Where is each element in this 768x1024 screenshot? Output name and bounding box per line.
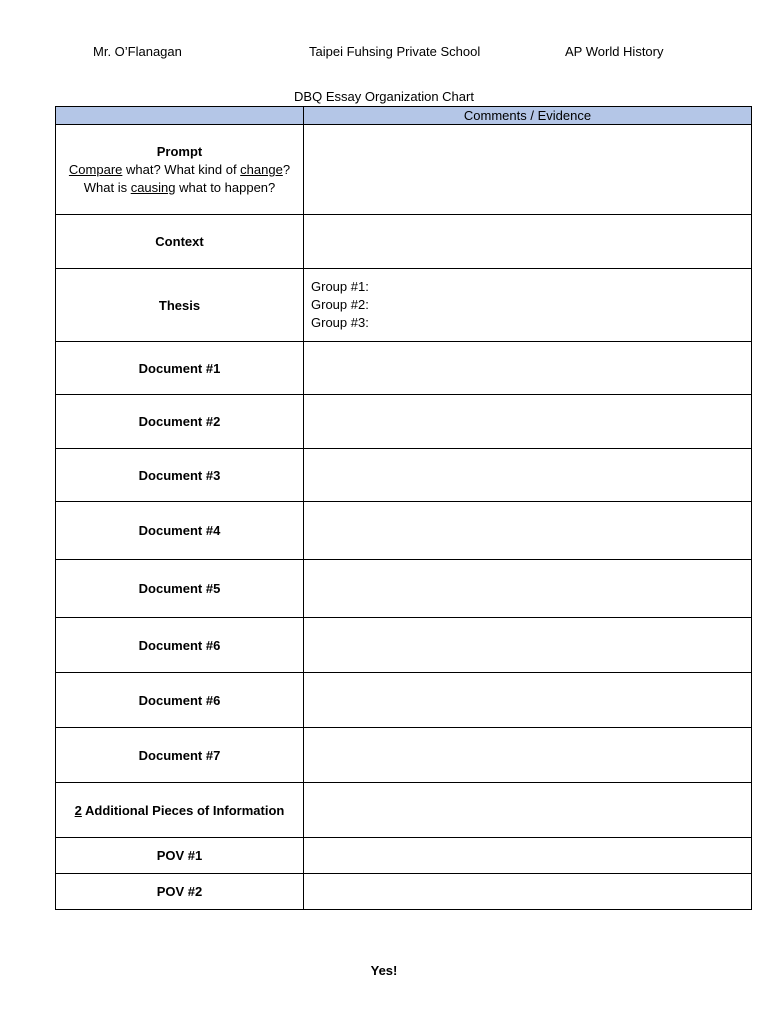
document-row <box>56 618 752 673</box>
document-label: Document #5 <box>56 560 304 618</box>
additional-info-number: 2 <box>74 802 82 818</box>
prompt-word-change: change <box>240 162 283 177</box>
pov-label: POV #2 <box>56 874 304 910</box>
comments-evidence-header: Comments / Evidence <box>304 107 752 125</box>
school-name: Taipei Fuhsing Private School <box>309 44 481 59</box>
document-row <box>56 449 752 502</box>
prompt-title: Prompt <box>156 144 203 159</box>
prompt-label-cell <box>56 125 304 215</box>
document-row <box>56 342 752 395</box>
prompt-text-1: what? What kind of <box>122 162 241 177</box>
document-label: Document #6 <box>56 673 304 728</box>
document-label: Document #1 <box>56 342 304 395</box>
prompt-word-compare: Compare <box>68 162 123 177</box>
teacher-name: Mr. O’Flanagan <box>93 44 182 59</box>
pov-row <box>56 838 752 874</box>
document-comments-cell[interactable] <box>304 502 752 560</box>
prompt-text-3: what to happen? <box>175 179 276 195</box>
document-label: Document #4 <box>56 502 304 560</box>
footer-text: Yes! <box>370 963 398 978</box>
document-label: Document #7 <box>56 728 304 783</box>
chart-title: DBQ Essay Organization Chart <box>294 89 474 104</box>
thesis-group-2: Group #2: <box>311 297 369 312</box>
document-comments-cell[interactable] <box>304 618 752 673</box>
additional-info-row <box>56 783 752 838</box>
prompt-comments-cell[interactable] <box>304 125 752 215</box>
pov-row <box>56 874 752 910</box>
thesis-comments-cell[interactable] <box>304 269 752 342</box>
thesis-group-3: Group #3: <box>311 315 369 330</box>
prompt-text-2: ? What is <box>83 162 291 195</box>
pov-label: POV #1 <box>56 838 304 874</box>
course-name: AP World History <box>565 44 664 59</box>
document-comments-cell[interactable] <box>304 342 752 395</box>
prompt-word-causing: causing <box>130 179 176 195</box>
document-row <box>56 502 752 560</box>
document-row <box>56 673 752 728</box>
pov-comments-cell[interactable] <box>304 874 752 910</box>
pov-comments-cell[interactable] <box>304 838 752 874</box>
context-row <box>56 215 752 269</box>
thesis-group-1: Group #1: <box>311 279 369 294</box>
thesis-label: Thesis <box>56 269 304 342</box>
prompt-row <box>56 125 752 215</box>
document-comments-cell[interactable] <box>304 728 752 783</box>
thesis-row <box>56 269 752 342</box>
organization-table <box>55 106 752 910</box>
document-label: Document #3 <box>56 449 304 502</box>
context-label: Context <box>56 215 304 269</box>
prompt-question <box>56 161 303 196</box>
additional-info-comments-cell[interactable] <box>304 783 752 838</box>
document-comments-cell[interactable] <box>304 395 752 449</box>
context-comments-cell[interactable] <box>304 215 752 269</box>
document-comments-cell[interactable] <box>304 673 752 728</box>
document-comments-cell[interactable] <box>304 449 752 502</box>
header-blank-cell <box>56 107 304 125</box>
table-header-row <box>56 107 752 125</box>
document-label: Document #2 <box>56 395 304 449</box>
additional-info-label <box>56 783 304 838</box>
document-comments-cell[interactable] <box>304 560 752 618</box>
document-row <box>56 560 752 618</box>
additional-info-text: Additional Pieces of Information <box>81 802 285 818</box>
document-row <box>56 728 752 783</box>
document-row <box>56 395 752 449</box>
document-label: Document #6 <box>56 618 304 673</box>
